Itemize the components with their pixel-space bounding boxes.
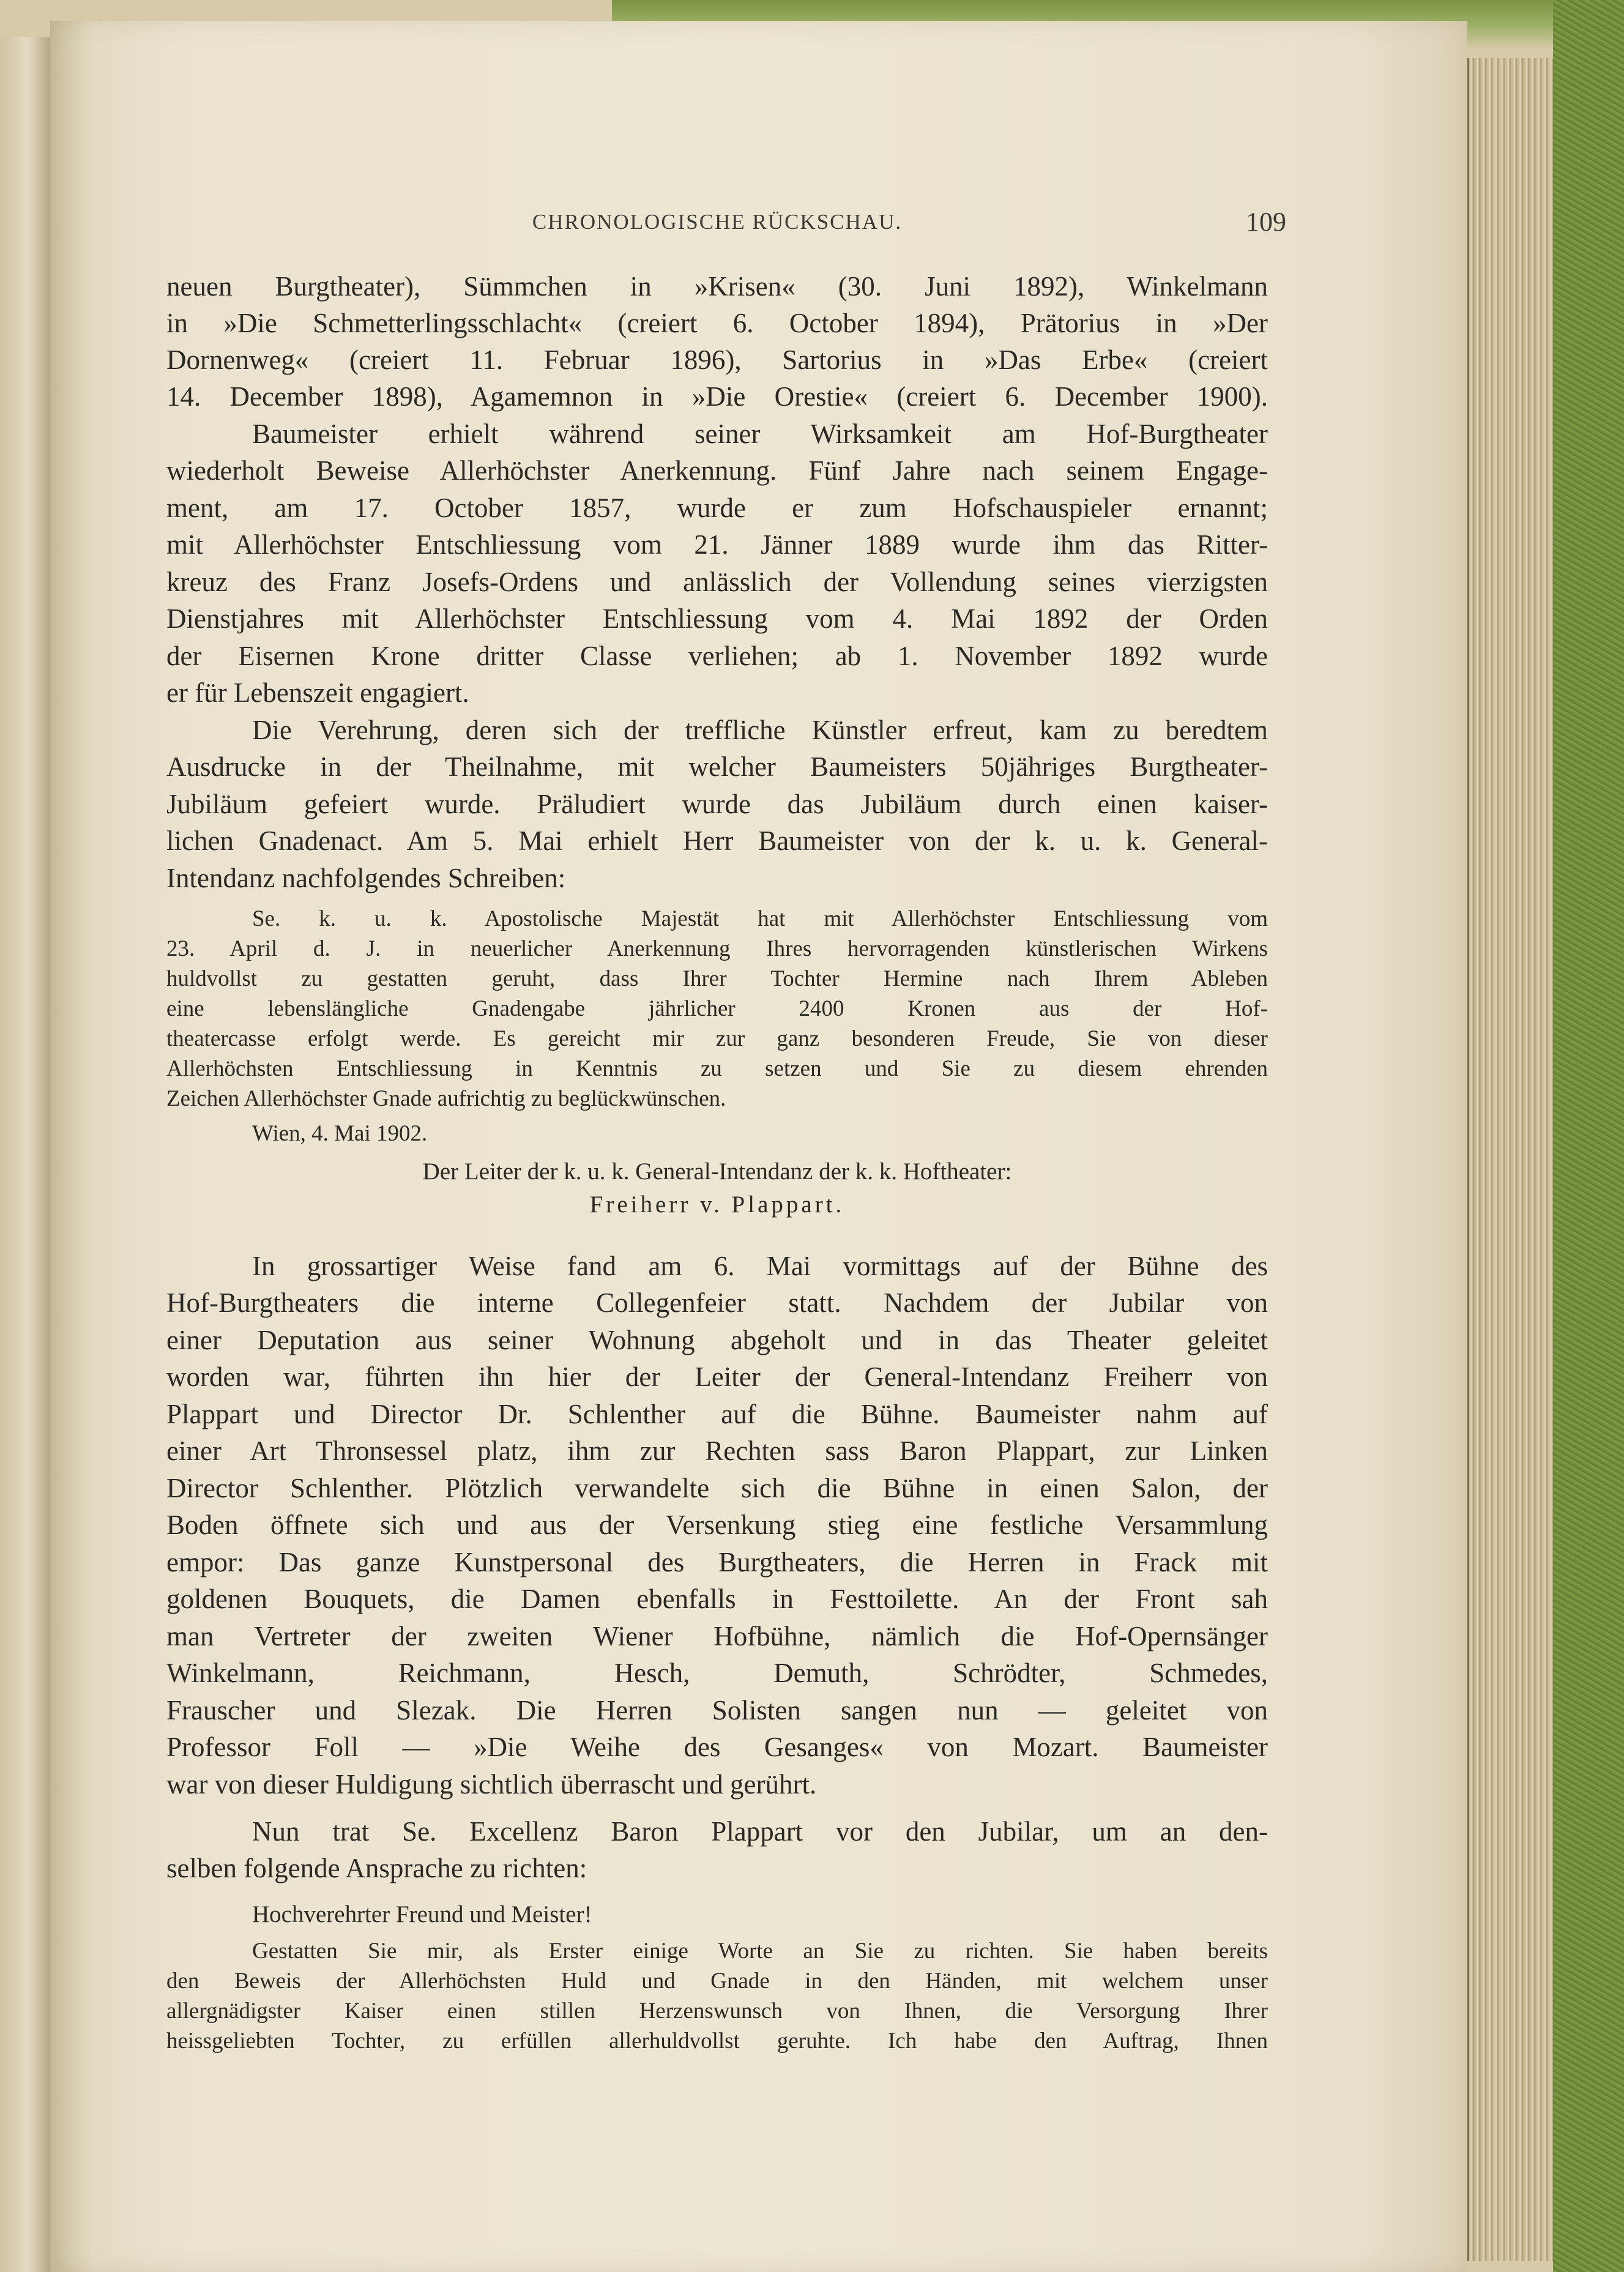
text-line: Jubiläum gefeiert wurde. Präludiert wurde das Jubiläum durch einen kaiser- xyxy=(166,789,1268,819)
text-line: Hof-Burgtheaters die interne Collegenfeier statt. Nachdem der Jubilar von xyxy=(166,1287,1268,1318)
text-line: In grossartiger Weise fand am 6. Mai vormittags auf der Bühne des xyxy=(252,1251,1268,1281)
text-line: mit Allerhöchster Entschliessung vom 21. Jänner 1889 wurde ihm das Ritter- xyxy=(166,529,1268,560)
text-line: Winkelmann, Reichmann, Hesch, Demuth, Schrödter, Schmedes, xyxy=(166,1658,1268,1688)
text-line: Baumeister erhielt während seiner Wirksamkeit am Hof-Burgtheater xyxy=(252,419,1268,449)
text-line: der Eisernen Krone dritter Classe verliehen; ab 1. November 1892 wurde xyxy=(166,641,1268,671)
text-line: kreuz des Franz Josefs-Ordens und anlässlich der Vollendung seines vierzigsten xyxy=(166,567,1268,597)
running-head: CHRONOLOGISCHE RÜCKSCHAU. xyxy=(532,210,903,234)
letter-signature-name: Freiherr v. Plappart. xyxy=(589,1191,845,1218)
letter-line: Se. k. u. k. Apostolische Majestät hat mit Allerhöchster Entschliessung vom xyxy=(252,906,1268,931)
address-line: Gestatten Sie mir, als Erster einige Worte an Sie zu richten. Sie haben bereits xyxy=(252,1939,1268,1964)
letter-signature: Der Leiter der k. u. k. General-Intendanz der k. k. Hoftheater: xyxy=(422,1158,1012,1185)
text-line: in »Die Schmetterlingsschlacht« (creiert 6. October 1894), Prätorius in »Der xyxy=(166,308,1268,338)
text-line: einer Art Thronsessel platz, ihm zur Rechten sass Baron Plappart, zur Linken xyxy=(166,1436,1268,1466)
text-line: ment, am 17. October 1857, wurde er zum Hofschauspieler ernannt; xyxy=(166,493,1268,523)
text-line: Intendanz nachfolgendes Schreiben: xyxy=(166,863,566,893)
text-line: lichen Gnadenact. Am 5. Mai erhielt Herr Baumeister von der k. u. k. General- xyxy=(166,825,1268,856)
text-line: man Vertreter der zweiten Wiener Hofbühne, nämlich die Hof-Opernsänger xyxy=(166,1621,1268,1652)
letter-line: huldvollst zu gestatten geruht, dass Ihrer Tochter Hermine nach Ihrem Ableben xyxy=(166,966,1268,991)
letter-date: Wien, 4. Mai 1902. xyxy=(252,1121,428,1146)
letter-line: eine lebenslängliche Gnadengabe jährlicher 2400 Kronen aus der Hof- xyxy=(166,996,1268,1021)
text-line: Ausdrucke in der Theilnahme, mit welcher Baumeisters 50jähriges Burgtheater- xyxy=(166,751,1268,782)
address-line: allergnädigster Kaiser einen stillen Herzenswunsch von Ihnen, die Versorgung Ihrer xyxy=(166,1998,1268,2024)
text-line: Plappart und Director Dr. Schlenther auf die Bühne. Baumeister nahm auf xyxy=(166,1399,1268,1429)
address-line: heissgeliebten Tochter, zu erfüllen allerhuldvollst geruhte. Ich habe den Auftrag, Ihnen xyxy=(166,2028,1268,2054)
text-line: Nun trat Se. Excellenz Baron Plappart vor den Jubilar, um an den- xyxy=(252,1816,1268,1847)
address-line: den Beweis der Allerhöchsten Huld und Gnade in den Händen, mit welchem unser xyxy=(166,1968,1268,1994)
text-line: Professor Foll — »Die Weihe des Gesanges« von Mozart. Baumeister xyxy=(166,1732,1268,1762)
green-cloth-cover xyxy=(1553,0,1624,2272)
page-stack-edge xyxy=(1467,58,1555,2261)
text-line: Die Verehrung, deren sich der treffliche Künstler erfreut, kam zu beredtem xyxy=(252,715,1268,745)
letter-line: Zeichen Allerhöchster Gnade aufrichtig zu beglückwünschen. xyxy=(166,1086,726,1111)
text-line: Dornenweg« (creiert 11. Februar 1896), Sartorius in »Das Erbe« (creiert xyxy=(166,345,1268,375)
text-line: war von dieser Huldigung sichtlich überrascht und gerührt. xyxy=(166,1769,817,1800)
left-page-edge xyxy=(0,37,51,2272)
text-line: empor: Das ganze Kunstpersonal des Burgtheaters, die Herren in Frack mit xyxy=(166,1547,1268,1577)
text-line: einer Deputation aus seiner Wohnung abgeholt und in das Theater geleitet xyxy=(166,1325,1268,1355)
address-salutation: Hochverehrter Freund und Meister! xyxy=(252,1901,592,1927)
page-header xyxy=(166,207,1286,247)
text-line: Boden öffnete sich und aus der Versenkung stieg eine festliche Versammlung xyxy=(166,1510,1268,1540)
text-line: Frauscher und Slezak. Die Herren Solisten sangen nun — geleitet von xyxy=(166,1695,1268,1726)
letter-line: 23. April d. J. in neuerlicher Anerkennung Ihres hervorragenden künstlerischen Wirkens xyxy=(166,936,1268,961)
text-line: wiederholt Beweise Allerhöchster Anerkennung. Fünf Jahre nach seinem Engage- xyxy=(166,455,1268,486)
text-line: Dienstjahres mit Allerhöchster Entschliessung vom 4. Mai 1892 der Orden xyxy=(166,603,1268,634)
text-line: Director Schlenther. Plötzlich verwandelte sich die Bühne in einen Salon, der xyxy=(166,1473,1268,1503)
letter-line: theatercasse erfolgt werde. Es gereicht mir zur ganz besonderen Freude, Sie von dieser xyxy=(166,1026,1268,1051)
page-number: 109 xyxy=(1246,207,1286,237)
text-line: neuen Burgtheater), Sümmchen in »Krisen« (30. Juni 1892), Winkelmann xyxy=(166,271,1268,302)
text-line: worden war, führten ihn hier der Leiter der General-Intendanz Freiherr von xyxy=(166,1361,1268,1392)
text-line: selben folgende Ansprache zu richten: xyxy=(166,1853,587,1883)
text-line: 14. December 1898), Agamemnon in »Die Orestie« (creiert 6. December 1900). xyxy=(166,381,1268,412)
text-line: goldenen Bouquets, die Damen ebenfalls in Festtoilette. An der Front sah xyxy=(166,1584,1268,1614)
text-line: er für Lebenszeit engagiert. xyxy=(166,677,469,708)
letter-line: Allerhöchsten Entschliessung in Kenntnis zu setzen und Sie zu diesem ehrenden xyxy=(166,1056,1268,1081)
